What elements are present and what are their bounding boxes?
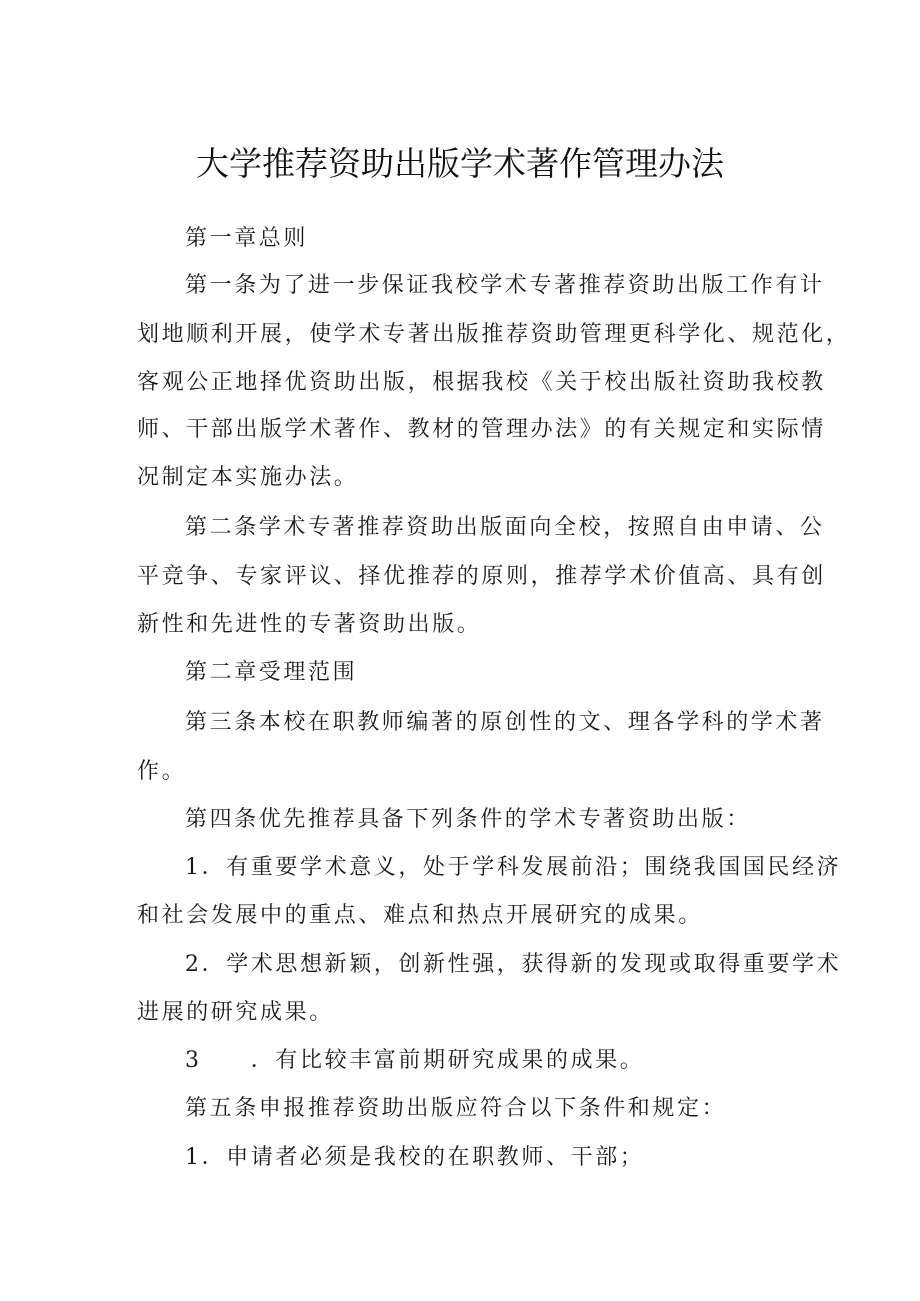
paragraph-line: 第三条本校在职教师编著的原创性的文、理各学科的学术著 bbox=[185, 710, 825, 735]
paragraph-line: 进展的研究成果。 bbox=[137, 1000, 334, 1025]
paragraph-line: 第一章总则 bbox=[185, 226, 309, 251]
paragraph-line: 师、干部出版学术著作、教材的管理办法》的有关规定和实际情 bbox=[137, 417, 826, 442]
paragraph-line: 1．有重要学术意义，处于学科发展前沿；围绕我国国民经济 bbox=[185, 855, 842, 880]
paragraph-line: 第五条申报推荐资助出版应符合以下条件和规定： bbox=[185, 1096, 727, 1121]
paragraph-line: 第四条优先推荐具备下列条件的学术专著资助出版： bbox=[185, 807, 751, 832]
paragraph-line: 第二条学术专著推荐资助出版面向全校，按照自由申请、公 bbox=[185, 515, 825, 540]
paragraph-line: 第一条为了进一步保证我校学术专著推荐资助出版工作有计 bbox=[185, 273, 825, 298]
document-title: 大学推荐资助出版学术著作管理办法 bbox=[196, 144, 724, 183]
paragraph-line: 第二章受理范围 bbox=[185, 660, 358, 685]
paragraph-line: 况制定本实施办法。 bbox=[137, 465, 359, 490]
paragraph-line: 客观公正地择优资助出版，根据我校《关于校出版社资助我校教 bbox=[137, 370, 826, 395]
paragraph-line: 和社会发展中的重点、难点和热点开展研究的成果。 bbox=[137, 903, 703, 928]
paragraph-line: 3 ．有比较丰富前期研究成果的成果。 bbox=[185, 1048, 645, 1073]
paragraph-line: 平竞争、专家评议、择优推荐的原则，推荐学术价值高、具有创 bbox=[137, 564, 826, 589]
paragraph-line: 2．学术思想新颖，创新性强，获得新的发现或取得重要学术 bbox=[185, 952, 842, 977]
paragraph-line: 1．申请者必须是我校的在职教师、干部； bbox=[185, 1145, 645, 1170]
paragraph-line: 划地顺利开展，使学术专著出版推荐资助管理更科学化、规范化， bbox=[137, 322, 851, 347]
paragraph-line: 作。 bbox=[137, 759, 187, 784]
paragraph-line: 新性和先进性的专著资助出版。 bbox=[137, 612, 482, 637]
